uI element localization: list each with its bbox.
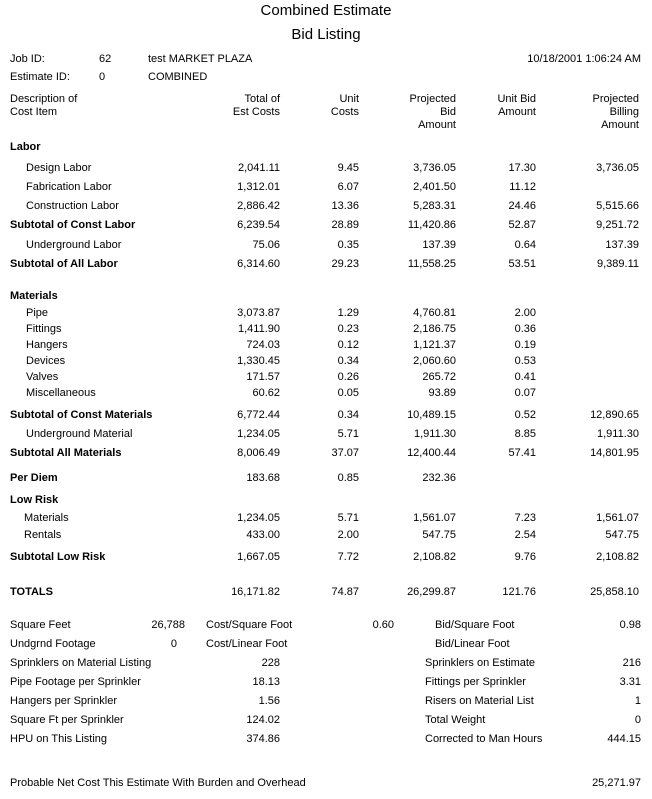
projected-bid-cell: 4,760.81 (413, 307, 456, 319)
unit-cost-cell: 5.71 (337, 512, 359, 524)
total-cost-cell: 1,234.05 (237, 428, 280, 440)
projected-bid-cell: 26,299.87 (407, 586, 456, 598)
row-label: Per Diem (10, 472, 58, 484)
row-label: Subtotal of Const Labor (10, 219, 136, 231)
projected-bid-cell: 232.36 (422, 472, 456, 484)
unit-bid-cell: 53.51 (508, 258, 536, 270)
row-label: Subtotal Low Risk (10, 551, 106, 563)
stat-value: 26,788 (151, 619, 185, 631)
stat-label: Bid/Linear Foot (435, 638, 510, 650)
row-label: Design Labor (26, 162, 92, 174)
stat-value: 18.13 (252, 676, 280, 688)
unit-bid-cell: 0.07 (514, 387, 536, 399)
stat-value: 0 (170, 638, 177, 650)
stat-label: Sprinklers on Estimate (425, 657, 536, 669)
total-cost-cell: 6,314.60 (237, 258, 280, 270)
total-cost-cell: 433.00 (246, 529, 280, 541)
projected-bid-cell: 265.72 (422, 371, 456, 383)
unit-bid-cell: 57.41 (508, 447, 536, 459)
total-cost-cell: 75.06 (252, 239, 280, 251)
unit-cost-cell: 2.00 (337, 529, 359, 541)
total-cost-cell: 183.68 (246, 472, 280, 484)
unit-bid-cell: 24.46 (508, 200, 536, 212)
total-cost-cell: 724.03 (246, 339, 280, 351)
unit-bid-cell: 17.30 (508, 162, 536, 174)
row-label: Devices (26, 355, 66, 367)
row-label: Underground Labor (26, 239, 122, 251)
row-label: Valves (26, 371, 59, 383)
unit-cost-cell: 13.36 (331, 200, 359, 212)
projected-bid-cell: 2,186.75 (413, 323, 456, 335)
row-label: TOTALS (10, 586, 53, 598)
projected-bid-cell: 1,121.37 (413, 339, 456, 351)
unit-cost-cell: 1.29 (337, 307, 359, 319)
unit-bid-cell: 0.52 (514, 409, 536, 421)
row-label: Miscellaneous (26, 387, 96, 399)
unit-cost-cell: 29.23 (331, 258, 359, 270)
projected-bid-cell: 1,911.30 (413, 428, 456, 440)
unit-cost-cell: 37.07 (331, 447, 359, 459)
stat-value: 1 (634, 695, 641, 707)
stat-label: Corrected to Man Hours (425, 733, 543, 745)
stat-label: Undgrnd Footage (10, 638, 96, 650)
stat-value: 0 (634, 714, 641, 726)
total-cost-cell: 60.62 (252, 387, 280, 399)
row-label: Materials (24, 512, 69, 524)
report-subtitle: Bid Listing (291, 26, 361, 43)
stat-value: 374.86 (246, 733, 280, 745)
unit-bid-cell: 0.19 (514, 339, 536, 351)
row-label: Hangers (26, 339, 68, 351)
unit-cost-cell: 0.85 (337, 472, 359, 484)
unit-cost-cell: 6.07 (337, 181, 359, 193)
unit-bid-cell: 0.53 (514, 355, 536, 367)
unit-bid-cell: 52.87 (508, 219, 536, 231)
unit-cost-cell: 0.12 (337, 339, 359, 351)
net-cost-label: Probable Net Cost This Estimate With Burden and Overhead (10, 777, 306, 789)
stat-value: 228 (261, 657, 280, 669)
projected-bid-cell: 2,108.82 (413, 551, 456, 563)
projected-bid-cell: 10,489.15 (407, 409, 456, 421)
job-id-label: Job ID: (10, 53, 45, 65)
job-name: test MARKET PLAZA (148, 53, 253, 65)
billing-amount-cell: 137.39 (605, 239, 639, 251)
billing-amount-cell: 5,515.66 (596, 200, 639, 212)
unit-cost-cell: 0.34 (337, 409, 359, 421)
row-label: Construction Labor (26, 200, 119, 212)
stat-label: Cost/Linear Foot (206, 638, 288, 650)
unit-bid-cell: 7.23 (514, 512, 536, 524)
billing-amount-cell: 9,389.11 (596, 258, 639, 270)
job-id-value: 62 (99, 53, 112, 65)
report-title: Combined Estimate (260, 2, 392, 19)
unit-cost-cell: 9.45 (337, 162, 359, 174)
stat-value: 124.02 (246, 714, 280, 726)
projected-bid-cell: 11,558.25 (407, 258, 456, 270)
estimate-id-value: 0 (99, 71, 106, 83)
unit-bid-cell: 0.64 (514, 239, 536, 251)
billing-amount-cell: 12,890.65 (590, 409, 639, 421)
total-cost-cell: 16,171.82 (231, 586, 280, 598)
projected-bid-cell: 2,060.60 (413, 355, 456, 367)
total-cost-cell: 2,041.11 (237, 162, 280, 174)
unit-bid-cell: 2.54 (514, 529, 536, 541)
stat-label: Fittings per Sprinkler (425, 676, 526, 688)
projected-bid-cell: 12,400.44 (407, 447, 456, 459)
row-label: Subtotal of All Labor (10, 258, 118, 270)
unit-bid-cell: 2.00 (514, 307, 536, 319)
unit-bid-cell: 8.85 (514, 428, 536, 440)
total-cost-cell: 6,239.54 (237, 219, 280, 231)
stat-label: Cost/Square Foot (206, 619, 293, 631)
unit-bid-cell: 0.41 (514, 371, 536, 383)
row-label: Fabrication Labor (26, 181, 112, 193)
col-header-total: Total of Est Costs (232, 93, 280, 118)
total-cost-cell: 1,330.45 (237, 355, 280, 367)
unit-cost-cell: 0.23 (337, 323, 359, 335)
unit-cost-cell: 0.35 (337, 239, 359, 251)
col-header-description: Description of Cost Item (10, 93, 78, 118)
col-header-projected-bid: Projected Bid Amount (409, 93, 456, 131)
stat-value: 0.98 (619, 619, 641, 631)
unit-bid-cell: 121.76 (502, 586, 536, 598)
total-cost-cell: 171.57 (246, 371, 280, 383)
projected-bid-cell: 137.39 (422, 239, 456, 251)
stat-label: Hangers per Sprinkler (10, 695, 117, 707)
total-cost-cell: 1,234.05 (237, 512, 280, 524)
billing-amount-cell: 9,251.72 (596, 219, 639, 231)
unit-cost-cell: 5.71 (337, 428, 359, 440)
row-label: Rentals (24, 529, 62, 541)
stat-value: 3.31 (619, 676, 641, 688)
billing-amount-cell: 25,858.10 (590, 586, 639, 598)
section-header: Labor (10, 141, 41, 153)
projected-bid-cell: 11,420.86 (407, 219, 456, 231)
billing-amount-cell: 2,108.82 (596, 551, 639, 563)
billing-amount-cell: 3,736.05 (596, 162, 639, 174)
total-cost-cell: 1,411.90 (237, 323, 280, 335)
row-label: Subtotal of Const Materials (10, 409, 153, 421)
row-label: Fittings (26, 323, 62, 335)
stat-value: 216 (622, 657, 641, 669)
unit-cost-cell: 74.87 (331, 586, 359, 598)
projected-bid-cell: 3,736.05 (413, 162, 456, 174)
stat-label: Bid/Square Foot (435, 619, 515, 631)
unit-cost-cell: 0.34 (337, 355, 359, 367)
stat-label: HPU on This Listing (10, 733, 108, 745)
billing-amount-cell: 1,911.30 (596, 428, 639, 440)
report-datetime: 10/18/2001 1:06:24 AM (527, 53, 641, 65)
stat-value: 444.15 (607, 733, 641, 745)
unit-cost-cell: 0.05 (337, 387, 359, 399)
stat-label: Total Weight (425, 714, 486, 726)
total-cost-cell: 8,006.49 (237, 447, 280, 459)
stat-value: 0.60 (372, 619, 394, 631)
unit-bid-cell: 0.36 (514, 323, 536, 335)
projected-bid-cell: 1,561.07 (413, 512, 456, 524)
net-cost-value: 25,271.97 (592, 777, 641, 789)
unit-cost-cell: 7.72 (337, 551, 359, 563)
billing-amount-cell: 1,561.07 (596, 512, 639, 524)
stat-label: Square Ft per Sprinkler (10, 714, 124, 726)
unit-bid-cell: 9.76 (514, 551, 536, 563)
estimate-name: COMBINED (148, 71, 208, 83)
section-header: Low Risk (10, 494, 59, 506)
total-cost-cell: 1,312.01 (237, 181, 280, 193)
stat-value: 1.56 (258, 695, 280, 707)
col-header-unit-bid: Unit Bid Amount (497, 93, 536, 118)
stat-label: Sprinklers on Material Listing (10, 657, 152, 669)
row-label: Pipe (26, 307, 49, 319)
projected-bid-cell: 2,401.50 (413, 181, 456, 193)
unit-bid-cell: 11.12 (509, 181, 536, 193)
stat-label: Square Feet (10, 619, 71, 631)
projected-bid-cell: 547.75 (422, 529, 456, 541)
total-cost-cell: 1,667.05 (237, 551, 280, 563)
unit-cost-cell: 0.26 (337, 371, 359, 383)
total-cost-cell: 2,886.42 (237, 200, 280, 212)
total-cost-cell: 6,772.44 (237, 409, 280, 421)
section-header: Materials (10, 290, 58, 302)
unit-cost-cell: 28.89 (331, 219, 359, 231)
col-header-unit: Unit Costs (330, 93, 359, 118)
row-label: Underground Material (26, 428, 133, 440)
projected-bid-cell: 93.89 (428, 387, 456, 399)
col-header-billing: Projected Billing Amount (592, 93, 639, 131)
projected-bid-cell: 5,283.31 (413, 200, 456, 212)
billing-amount-cell: 14,801.95 (590, 447, 639, 459)
row-label: Subtotal All Materials (10, 447, 122, 459)
estimate-id-label: Estimate ID: (10, 71, 70, 83)
billing-amount-cell: 547.75 (605, 529, 639, 541)
stat-label: Risers on Material List (425, 695, 534, 707)
stat-label: Pipe Footage per Sprinkler (10, 676, 141, 688)
total-cost-cell: 3,073.87 (237, 307, 280, 319)
